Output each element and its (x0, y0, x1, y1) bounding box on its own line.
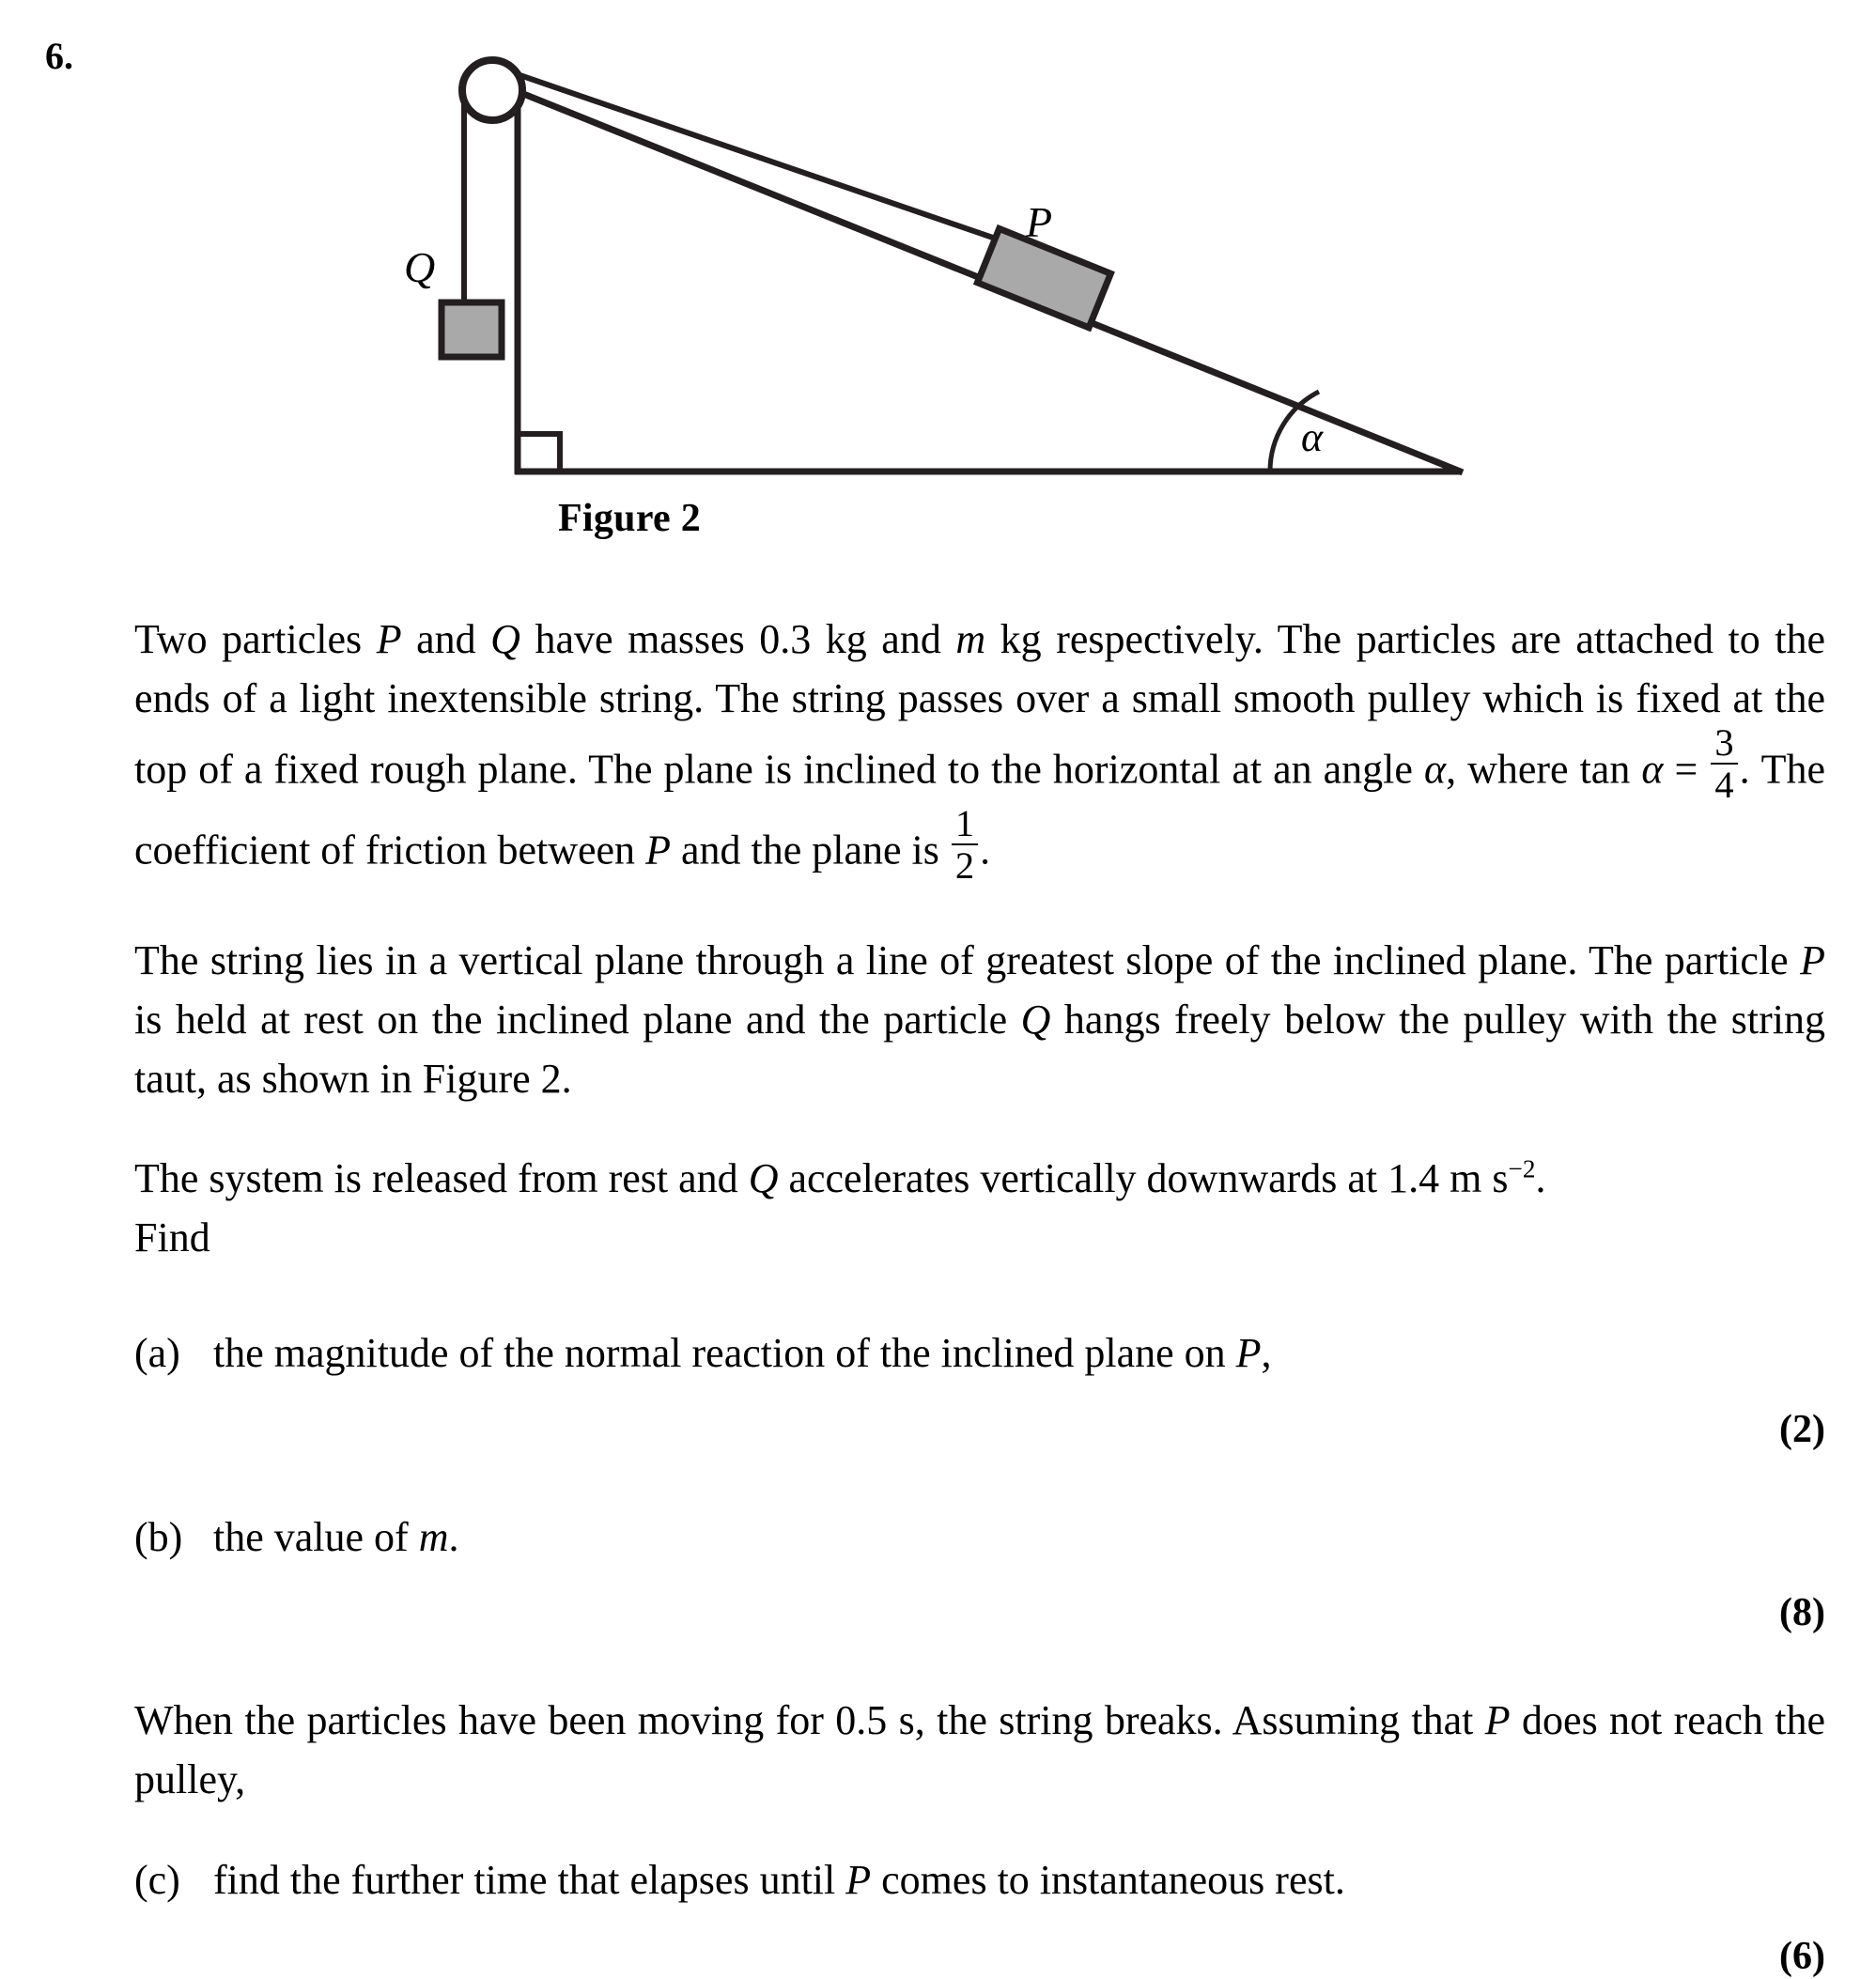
p2-var-p: P (1800, 936, 1825, 983)
fraction-numerator: 3 (1711, 724, 1737, 765)
part-b-text-a: the value of (213, 1513, 419, 1560)
p1-text-b: and (401, 616, 491, 662)
part-b (134, 1508, 1825, 1567)
label-particle-q: Q (404, 243, 436, 291)
part-c-var: P (845, 1857, 872, 1904)
p3-exponent: −2 (1508, 1154, 1536, 1183)
spacer (134, 1810, 1825, 1851)
inclined-plane-svg (0, 0, 1876, 564)
paragraph-4 (134, 1692, 1825, 1810)
spacer (134, 1383, 1825, 1407)
spacer (134, 1909, 1825, 1934)
p1-text-e: , where tan (1446, 746, 1642, 793)
p1-text-f: . The coefficient of friction between (134, 746, 1825, 874)
spacer (134, 1268, 1825, 1324)
fraction-numerator: 1 (952, 805, 978, 845)
p2-text-c: hangs freely below the pulley with the string taut, as shown in Figure 2. (134, 996, 1825, 1102)
p1-var-q: Q (490, 616, 520, 662)
p3-text-c: . (1535, 1155, 1546, 1202)
p4-var-p: P (1484, 1697, 1511, 1744)
p1-var-alpha-2: α (1641, 746, 1664, 793)
part-c-text-b: comes to instantaneous rest. (871, 1857, 1345, 1904)
spacer (134, 1635, 1825, 1692)
part-a-label: (a) (134, 1330, 180, 1377)
p1-text-d: kg respectively. The particles are attached to the ends of a light inextensible string. The string passes over a small smooth pulley which is fixed at the top of a fixed rough plane. The plane is inclined to the horizontal at an angle (134, 616, 1825, 793)
pulley-icon (462, 60, 522, 120)
part-c (134, 1851, 1825, 1909)
paragraph-3 (134, 1150, 1825, 1209)
p1-equals: = (1663, 746, 1710, 793)
spacer (134, 890, 1825, 932)
spacer (134, 1566, 1825, 1590)
p4-text-b: does not reach the pulley, (134, 1697, 1825, 1803)
p3-text-b: accelerates vertically downwards at 1.4 m s (778, 1155, 1509, 1202)
p1-var-p-2: P (645, 827, 671, 874)
p3-text-a: The system is released from rest and (134, 1155, 749, 1202)
part-c-body (213, 1851, 1825, 1909)
part-a-text-a: the magnitude of the normal reaction of the inclined plane on (213, 1330, 1236, 1377)
question-number: 6. (45, 35, 73, 77)
question-body (134, 611, 1825, 1979)
p1-var-p: P (376, 616, 402, 662)
paragraph-2 (134, 932, 1825, 1109)
spacer (134, 1452, 1825, 1508)
spacer (134, 1108, 1825, 1150)
p2-text-b: is held at rest on the inclined plane and the particle (134, 996, 1021, 1043)
p1-text-c: have masses 0.3 kg and (519, 616, 956, 662)
part-a-var: P (1235, 1330, 1262, 1377)
paragraph-3-find: Find (134, 1214, 210, 1261)
fraction-denominator: 2 (954, 844, 975, 888)
part-b-body (213, 1508, 1825, 1567)
part-a-body (213, 1324, 1825, 1383)
particle-q-block (442, 302, 502, 357)
p1-text-h: . (980, 827, 991, 874)
part-a-text-b: , (1261, 1330, 1272, 1377)
p1-var-alpha: α (1423, 746, 1447, 793)
part-b-text-b: . (448, 1513, 459, 1560)
label-angle-alpha: α (1301, 414, 1324, 460)
figure-2-diagram (0, 0, 1876, 564)
fraction-denominator: 4 (1714, 764, 1734, 807)
part-b-label: (b) (134, 1513, 183, 1560)
p4-text-a: When the particles have been moving for 0.5 s, the string breaks. Assuming that (134, 1697, 1485, 1744)
p2-text-a: The string lies in a vertical plane through a line of greatest slope of the inclined plane. The particle (134, 936, 1801, 983)
part-c-text-a: find the further time that elapses until (213, 1857, 846, 1904)
p1-var-m: m (955, 616, 986, 662)
figure-caption: Figure 2 (557, 497, 702, 540)
p1-text-a: Two particles (134, 616, 377, 662)
p1-text-g: and the plane is (670, 827, 950, 874)
fraction-friction-coefficient (952, 801, 978, 888)
part-c-marks: (6) (1779, 1934, 1825, 1978)
part-a-marks: (2) (1779, 1407, 1825, 1451)
label-particle-p: P (1026, 198, 1053, 246)
p2-var-q: Q (1020, 996, 1051, 1043)
p3-var-q: Q (748, 1155, 779, 1202)
part-b-var: m (418, 1513, 449, 1560)
part-c-label: (c) (134, 1857, 180, 1904)
fraction-tan-alpha (1711, 720, 1737, 807)
right-angle-marker (518, 434, 560, 472)
paragraph-1 (134, 611, 1825, 890)
part-b-marks: (8) (1779, 1591, 1825, 1635)
part-a (134, 1324, 1825, 1383)
